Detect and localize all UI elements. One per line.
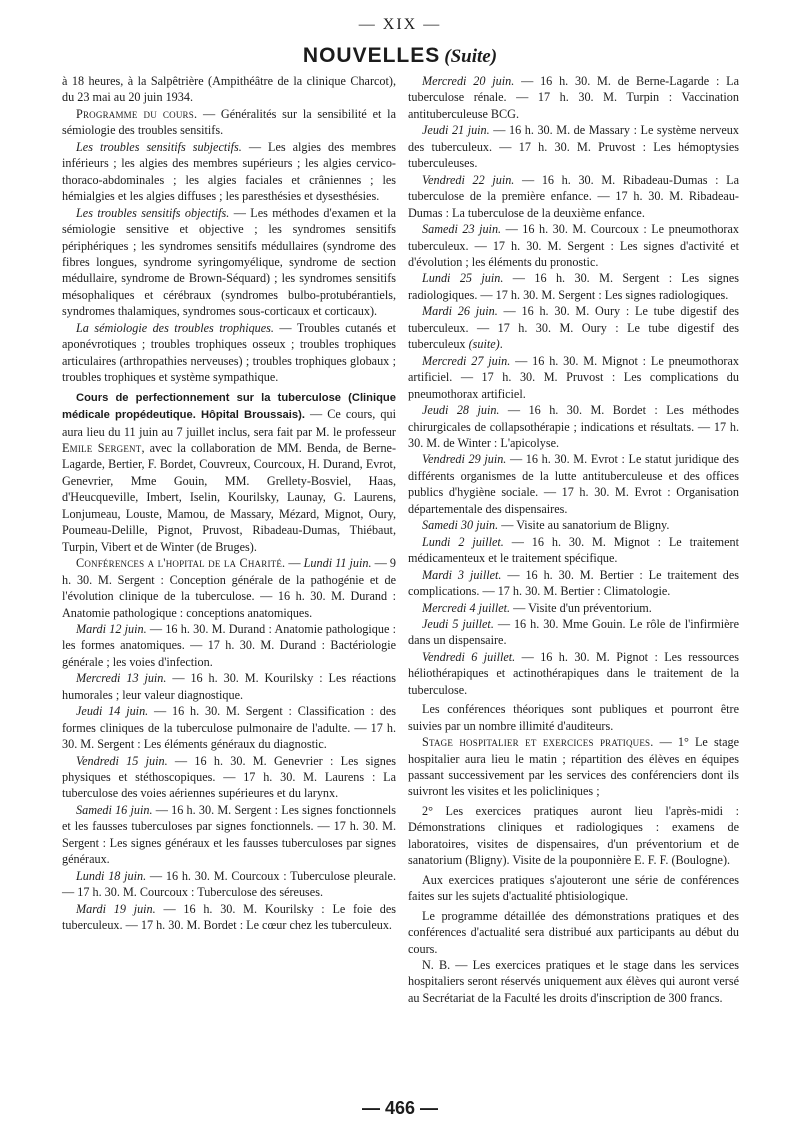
text-run: — Visite au sanatorium de Bligny. <box>498 518 670 533</box>
paragraph <box>62 670 396 703</box>
paragraph <box>408 803 739 869</box>
text-run: — 16 h. 30. M. Mignot : Le traitement médicamenteux et le traitement spécifique. <box>408 534 739 566</box>
paragraph <box>408 303 739 352</box>
styled-text: Mardi 26 juin. <box>422 304 498 319</box>
styled-text: Mardi 3 juillet. <box>422 567 502 582</box>
text-run: — Les algies des membres inférieurs ; les algies des membres supérieurs ; les algies cervico-thoraco-abdominales ; les algies faciales et crâniennes ; les hémialgies et les algies diffuses ; les paresthésies et dysesthésies. <box>62 139 396 204</box>
paragraph <box>62 320 396 386</box>
paragraph <box>62 389 396 556</box>
styled-text: Vendredi 15 juin. <box>76 753 168 768</box>
text-run: — 1° Le stage hospitalier aura lieu le matin ; répartition des élèves en équipes passant successivement par les services des conférenciers dont ils suivront les visites et les policliniques ; <box>408 735 739 799</box>
text-run: — 16 h. 30. M. Mignot : Le pneumothorax artificiel. — 17 h. 30. M. Pruvost : Les complications du pneumothorax artificiel. <box>408 353 739 401</box>
paragraph <box>408 600 739 616</box>
text-run: — Troubles cutanés et aponévrotiques ; troubles trophiques osseux ; troubles trophiques articulaires (arthropathies nerveuses) ; troubles trophiques globaux ; troubles trophiques et système sympathique. <box>62 320 396 385</box>
paragraph <box>408 517 739 533</box>
paragraph <box>62 205 396 320</box>
paragraph <box>62 106 396 139</box>
text-run: — 16 h. 30. M. Ribadeau-Dumas : La tuberculose de la première enfance. — 17 h. 30. M. Ribadeau-Dumas : La tuberculose de la deuxième enfance. <box>408 172 739 220</box>
styled-text: Mardi 12 juin. <box>76 621 147 636</box>
text-run: — <box>285 556 304 571</box>
paragraph <box>408 701 739 734</box>
styled-text: La sémiologie des troubles trophiques. <box>76 320 274 335</box>
styled-text: Vendredi 29 juin. <box>422 452 507 467</box>
styled-text: Les troubles sensitifs subjectifs. <box>76 139 242 154</box>
text-run: — Visite d'un préventorium. <box>510 600 652 615</box>
styled-text: Mercredi 20 juin. <box>422 74 515 88</box>
text-run: — 16 h. 30. M. Bordet : Les méthodes chirurgicales de collapsothérapie ; indications et résultats. — 17 h. 30. M. de Winter : L'apicolyse. <box>408 403 739 450</box>
styled-text: Jeudi 5 juillet. <box>422 616 494 631</box>
styled-text: Stage hospitalier et exercices pratiques. <box>422 735 654 750</box>
text-run: — 16 h. 30. M. Sergent : Classification : des formes cliniques de la tuberculose pulmonaire de l'adulte. — 17 h. 30. M. Sergent : Les éléments généraux du diagnostic. <box>62 704 396 752</box>
styled-text: Vendredi 22 juin. <box>422 172 515 187</box>
styled-text: Mercredi 4 juillet. <box>422 600 511 615</box>
paragraph <box>62 139 396 205</box>
text-run: — Ce cours, qui aura lieu du 11 juin au 7 juillet inclus, sera fait par M. le professeur <box>62 407 396 439</box>
paragraph <box>62 868 396 901</box>
styled-text: Mardi 19 juin. <box>76 901 156 916</box>
paragraph <box>408 353 739 402</box>
right-column <box>408 73 739 1006</box>
styled-text: Lundi 11 juin. <box>303 556 372 571</box>
paragraph <box>408 402 739 451</box>
styled-text: Samedi 30 juin. <box>422 518 499 533</box>
text-run: Aux exercices pratiques s'ajouteront une série de conférences faites sur les sujets d'actualité phtisiologique. <box>408 872 739 904</box>
paragraph <box>408 451 739 517</box>
styled-text: Vendredi 6 juillet. <box>422 649 516 664</box>
text-run: — 16 h. 30. Mme Gouin. Le rôle de l'infirmière dans un dispensaire. <box>408 616 739 648</box>
text-run: Les conférences théoriques sont publiques et pourront être suivies par un nombre illimité d'auditeurs. <box>408 702 739 733</box>
paragraph <box>408 908 739 957</box>
paragraph <box>408 221 739 270</box>
styled-text: Lundi 25 juin. <box>422 271 504 286</box>
paragraph <box>408 616 739 649</box>
paragraph <box>62 703 396 752</box>
paragraph <box>62 73 396 106</box>
text-run: — 16 h. 30. M. de Berne-Lagarde : La tuberculose rénale. — 17 h. 30. M. Turpin : Vaccination antituberculeuse BCG. <box>408 74 739 121</box>
paragraph <box>408 957 739 1006</box>
paragraph <box>62 802 396 868</box>
text-run: — Les méthodes d'examen et la sémiologie sensitive et objective ; les syndromes sensitifs périphériques ; les syndromes sensitifs médullaires (syndrome des fibres longues, syndrome syringomyélique, syndrome de section médullaire, syndrome de Brown-Séquard) ; les syndromes sensitifs mésophaliques et cérébraux (syndromes bulbo-protubérantiels, syndromes thalamiques, syndromes sous-corticaux et corticaux). <box>62 205 396 319</box>
styled-text: Emile Sergent <box>62 440 142 455</box>
section-title <box>0 44 800 68</box>
text-run: — 16 h. 30. M. Sergent : Les signes fonctionnels et les fausses tuberculoses par signes fonctionnels. — 17 h. 30. M. Sergent : Les signes généraux et les fausses tuberculoses par signes généraux. <box>62 802 397 867</box>
styled-text: Jeudi 28 juin. <box>422 403 500 418</box>
styled-text: Mercredi 13 juin. <box>76 671 167 686</box>
text-run: — 16 h. 30. M. Courcoux : Tuberculose pleurale. — 17 h. 30. M. Courcoux : Tuberculose des séreuses. <box>62 868 397 900</box>
text-run: à 18 heures, à la Salpêtrière (Ampithéâtre de la clinique Charcot), du 23 mai au 20 juin 1934. <box>62 74 396 105</box>
paragraph <box>408 172 739 221</box>
styled-text: Programme du cours. <box>76 106 198 121</box>
text-run: — 16 h. 30. M. Durand : Anatomie pathologique : les formes anatomiques. — 17 h. 30. M. Durand : Bactériologie générale ; les voies d'infection. <box>62 621 396 669</box>
text-run: — 16 h. 30. M. Courcoux : Le pneumothorax tuberculeux. — 17 h. 30. M. Sergent : Les signes d'activité et d'évolution ; les éléments du pronostic. <box>408 222 739 269</box>
text-run: , avec la collaboration de MM. Benda, de Berne-Lagarde, Bertier, F. Bordet, Couvreux, Courcoux, H. Durand, Evrot, Genevrier, Mme Gouin, MM. Grellety-Bosviel, Haas, d'Heucqueville, Imbert, Iselin, Kourilsky, Launay, G. Laurens, Lonjumeau, Louste, Mamou, de Massary, Mézard, Mignot, Oury, Poumeau-Delille, Pignot, Pruvost, Ribadeau-Dumas, Thiébaut, Turpin, Vibert et de Winter (de Bruges). <box>62 440 397 554</box>
styled-text: Jeudi 14 juin. <box>76 704 149 719</box>
text-run: — 16 h. 30. M. Bertier : Le traitement des complications. — 17 h. 30. M. Bertier : Climatologie. <box>408 567 739 599</box>
paragraph <box>62 555 396 621</box>
text-run: — Généralités sur la sensibilité et la sémiologie des troubles sensitifs. <box>62 106 396 138</box>
styled-text: Les troubles sensitifs objectifs. <box>76 205 230 220</box>
paragraph <box>62 621 396 670</box>
paragraph <box>408 872 739 905</box>
paragraph <box>408 122 739 171</box>
text-run: — 9 h. 30. M. Sergent : Conception générale de la pathogénie et de l'évolution clinique de la tuberculose. — 16 h. 30. M. Durand : Anatomie pathologique : conceptions anatomiques. <box>62 556 397 620</box>
text-run: — 16 h. 30. M. Genevrier : Les signes physiques et stéthoscopiques. — 17 h. 30. M. Laurens : La tuberculose des voies aériennes supérieures et du larynx. <box>62 753 396 801</box>
paragraph <box>408 567 739 600</box>
paragraph <box>62 901 396 934</box>
section-title-main: NOUVELLES <box>302 44 441 67</box>
styled-text: Jeudi 21 juin. <box>422 123 490 138</box>
text-run: — 16 h. 30. M. Oury : Le tube digestif des tuberculeux. — 17 h. 30. M. Oury : Le tube digestif des tuberculeux <box>408 304 739 352</box>
text-run: — 16 h. 30. M. Kourilsky : Le foie des tuberculeux. — 17 h. 30. M. Bordet : Le cœur chez les tuberculeux. <box>62 901 396 933</box>
text-run: 2° Les exercices pratiques auront lieu l'après-midi : Démonstrations cliniques et radiologiques : examens de laboratoires, visites de dispensaires, d'un préventorium et de sanatorium (Bligny). Visite de la pouponnière E. F. F. (Boulogne). <box>408 803 739 868</box>
styled-text: Mercredi 27 juin. <box>422 353 511 368</box>
text-run: — 16 h. 30. M. Kourilsky : Les réactions humorales ; leur valeur diagnostique. <box>62 671 396 702</box>
paragraph <box>408 73 739 122</box>
paragraph <box>408 534 739 567</box>
styled-text: Conférences a l'hopital de la Charité. <box>76 556 286 571</box>
text-run: N. B. — Les exercices pratiques et le stage dans les services hospitaliers seront réservés uniquement aux élèves qui auront versé au Secrétariat de la Faculté les droits d'inscription de 300 francs. <box>408 958 739 1005</box>
text-run: . <box>499 337 503 352</box>
paragraph <box>408 649 739 698</box>
styled-text: (suite) <box>468 337 500 352</box>
styled-text: Cours de perfectionnement sur la tuberculose (Clinique médicale propédeutique. Hôpital Broussais). <box>62 391 396 422</box>
text-run: — 16 h. 30. M. de Massary : Le système nerveux des tuberculeux. — 17 h. 30. M. Pruvost : Les hémoptysies tuberculeuses. <box>408 123 739 171</box>
text-run: Le programme détaillée des démonstrations pratiques et des conférences d'actualité sera distribué aux participants au début du cours. <box>408 908 739 956</box>
styled-text: Lundi 2 juillet. <box>422 534 504 549</box>
section-title-suite: (Suite) <box>444 46 498 67</box>
text-run: — 16 h. 30. M. Evrot : Le statut juridique des différents organismes de la lutte antituberculeuse et des offices publics d'hygiène sociale. — 17 h. 30. M. Evrot : Organisation départementale des dispensaires. <box>408 452 739 516</box>
roman-page-number: — XIX — <box>358 16 442 33</box>
text-run: — 16 h. 30. M. Pignot : Les ressources héliothérapiques et actinothérapiques dans le traitement de la tuberculose. <box>408 649 739 697</box>
styled-text: Samedi 23 juin. <box>422 222 502 237</box>
styled-text: Samedi 16 juin. <box>76 802 153 817</box>
paragraph <box>62 753 396 802</box>
paragraph <box>408 270 739 303</box>
left-column <box>62 73 396 934</box>
styled-text: Lundi 18 juin. <box>76 868 147 883</box>
text-run: — 16 h. 30. M. Sergent : Les signes radiologiques. — 17 h. 30. M. Sergent : Les signes radiologiques. <box>408 271 739 302</box>
page-number: — 466 — <box>361 1098 439 1118</box>
paragraph <box>408 734 739 800</box>
